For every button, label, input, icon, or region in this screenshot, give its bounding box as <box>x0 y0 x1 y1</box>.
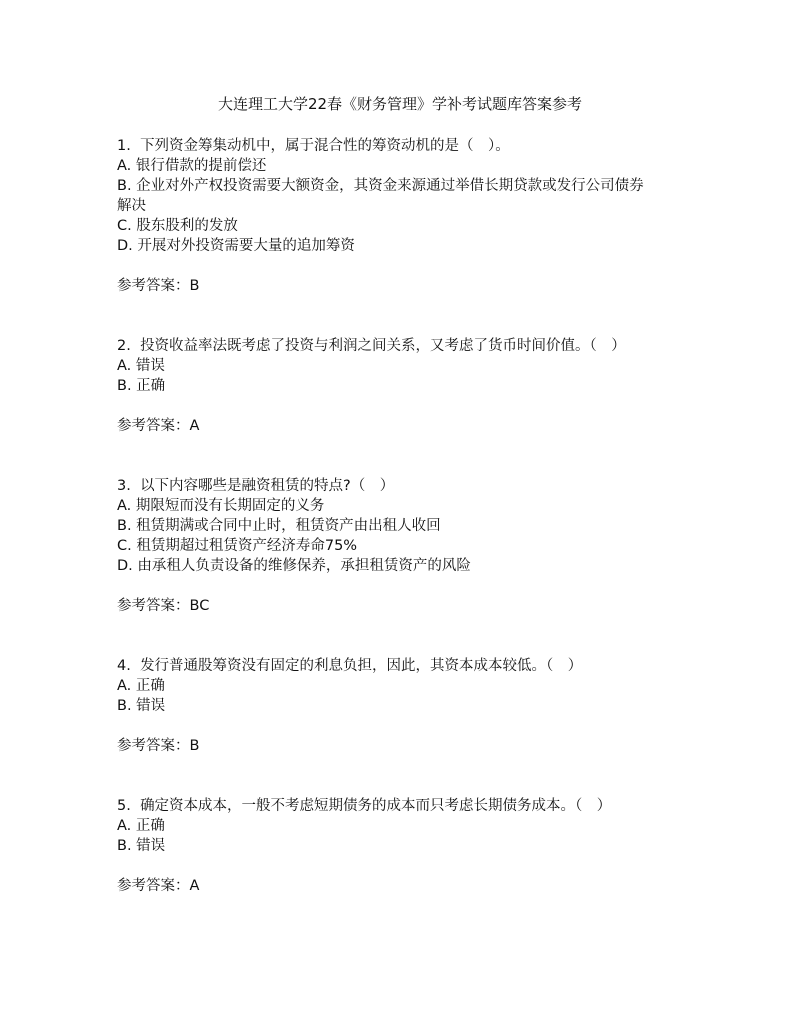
question-3-answer <box>117 596 717 616</box>
question-1-option-d: D. 开展对外投资需要大量的追加筹资 <box>117 238 355 254</box>
question-4-option-b: B. 错误 <box>117 698 166 714</box>
question-3-option-b: B. 租赁期满或合同中止时，租赁资产由出租人收回 <box>117 518 441 534</box>
question-5-answer-value: A <box>189 878 200 894</box>
question-1-answer-value: B <box>189 278 200 294</box>
question-3 <box>117 476 717 616</box>
question-2-text: 投资收益率法既考虑了投资与利润之间关系，又考虑了货币时间价值。（ ） <box>140 338 626 354</box>
question-3-option-d: D. 由承租人负责设备的维修保养，承担租赁资产的风险 <box>117 558 471 574</box>
question-3-option-a: A. 期限短而没有长期固定的义务 <box>117 498 325 514</box>
question-3-stem <box>117 476 717 496</box>
question-5 <box>117 796 717 896</box>
question-1-option-c: C. 股东股利的发放 <box>117 218 238 234</box>
question-4-stem <box>117 656 717 676</box>
question-4-text: 发行普通股筹资没有固定的利息负担，因此，其资本成本较低。（ ） <box>140 658 583 674</box>
answer-label: 参考答案： <box>117 278 190 294</box>
question-3-text: 以下内容哪些是融资租赁的特点?（ ） <box>140 478 395 494</box>
question-5-number: 5. <box>117 798 131 814</box>
question-2-option-a: A. 错误 <box>117 358 165 374</box>
question-2-number: 2. <box>117 338 131 354</box>
question-1-text: 下列资金筹集动机中，属于混合性的筹资动机的是（ ）。 <box>140 138 510 154</box>
question-5-text: 确定资本成本，一般不考虑短期债务的成本而只考虑长期债务成本。（ ） <box>140 798 612 814</box>
answer-label: 参考答案： <box>117 418 190 434</box>
question-1-option-b-cont: 解决 <box>117 198 146 214</box>
question-4-answer-value: B <box>189 738 200 754</box>
question-1-option-a: A. 银行借款的提前偿还 <box>117 158 267 174</box>
question-2-answer-value: A <box>189 418 200 434</box>
question-3-answer-value: BC <box>189 598 210 614</box>
document-title: 大连理工大学22春《财务管理》学补考试题库答案参考 <box>217 95 583 113</box>
question-4-number: 4. <box>117 658 131 674</box>
answer-label: 参考答案： <box>117 738 190 754</box>
question-4 <box>117 656 717 756</box>
question-1-option-b: B. 企业对外产权投资需要大额资金，其资金来源通过举借长期贷款或发行公司债券 <box>117 178 644 194</box>
question-1-number: 1. <box>117 138 131 154</box>
question-4-answer <box>117 736 717 756</box>
question-3-option-c: C. 租赁期超过租赁资产经济寿命75% <box>117 538 358 554</box>
question-3-number: 3. <box>117 478 131 494</box>
question-2-option-b: B. 正确 <box>117 378 166 394</box>
answer-label: 参考答案： <box>117 878 190 894</box>
question-1-answer <box>117 276 717 296</box>
question-1-stem <box>117 136 717 156</box>
question-1 <box>117 136 717 296</box>
question-4-option-a: A. 正确 <box>117 678 165 694</box>
question-2 <box>117 336 717 436</box>
question-2-stem <box>117 336 717 356</box>
question-5-option-b: B. 错误 <box>117 838 166 854</box>
question-5-answer <box>117 876 717 896</box>
question-5-stem <box>117 796 717 816</box>
question-2-answer <box>117 416 717 436</box>
question-list <box>117 136 717 896</box>
question-5-option-a: A. 正确 <box>117 818 165 834</box>
answer-label: 参考答案： <box>117 598 190 614</box>
